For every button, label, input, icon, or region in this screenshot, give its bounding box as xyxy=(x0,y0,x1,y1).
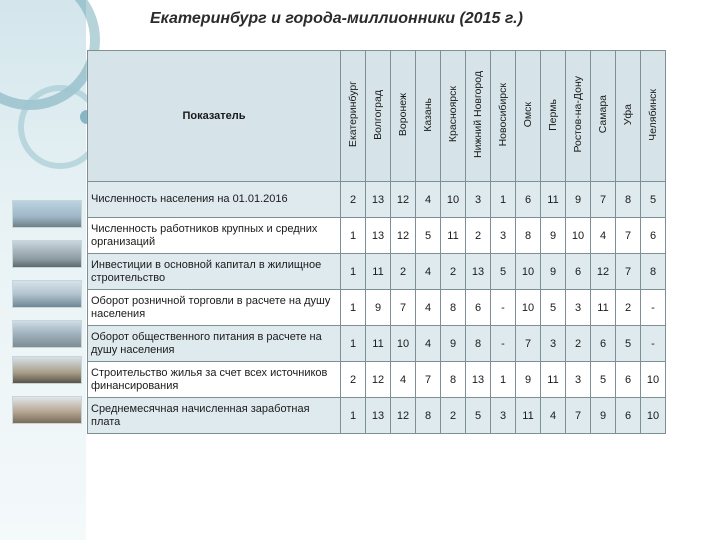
rank-cell: 12 xyxy=(366,362,391,398)
rank-cell: 4 xyxy=(591,218,616,254)
city-photo-1 xyxy=(12,200,82,228)
table-row xyxy=(88,362,666,398)
rank-cell: - xyxy=(641,326,666,362)
rank-cell: 6 xyxy=(641,218,666,254)
rank-cell: 4 xyxy=(391,362,416,398)
rank-cell: 6 xyxy=(616,398,641,434)
rank-cell: 10 xyxy=(641,362,666,398)
city-header xyxy=(516,51,541,182)
rank-cell: 5 xyxy=(616,326,641,362)
rank-cell: 4 xyxy=(541,398,566,434)
row-label: Инвестиции в основной капитал в жилищное строительство xyxy=(88,254,341,290)
rank-cell: 5 xyxy=(641,182,666,218)
rank-cell: 8 xyxy=(441,362,466,398)
rank-cell: 11 xyxy=(541,182,566,218)
rank-cell: 7 xyxy=(616,218,641,254)
rank-cell: 1 xyxy=(341,398,366,434)
rank-cell: 8 xyxy=(441,290,466,326)
city-header-label: Казань xyxy=(422,97,434,132)
rank-cell: 8 xyxy=(516,218,541,254)
rank-cell: 9 xyxy=(541,254,566,290)
rank-cell: 8 xyxy=(416,398,441,434)
city-header xyxy=(391,51,416,182)
table-row xyxy=(88,218,666,254)
city-header xyxy=(541,51,566,182)
city-photo-4 xyxy=(12,320,82,348)
rank-cell: 7 xyxy=(516,326,541,362)
rank-cell: 10 xyxy=(641,398,666,434)
rank-cell: 3 xyxy=(466,182,491,218)
table-row xyxy=(88,326,666,362)
rank-cell: - xyxy=(491,326,516,362)
rank-cell: 6 xyxy=(466,290,491,326)
rank-cell: 1 xyxy=(341,218,366,254)
city-photo-3 xyxy=(12,280,82,308)
rank-cell: 5 xyxy=(466,398,491,434)
city-header-label: Екатеринбург xyxy=(347,81,359,148)
city-header xyxy=(591,51,616,182)
rank-cell: 6 xyxy=(516,182,541,218)
city-header-label: Волгоград xyxy=(372,89,384,140)
page-title: Екатеринбург и города-миллионники (2015 г.) xyxy=(150,10,523,27)
rank-cell: 8 xyxy=(641,254,666,290)
rank-cell: 12 xyxy=(391,218,416,254)
rank-cell: 6 xyxy=(616,362,641,398)
city-header-label: Самара xyxy=(597,95,609,134)
rank-cell: 11 xyxy=(366,254,391,290)
row-label: Оборот общественного питания в расчете на душу населения xyxy=(88,326,341,362)
rank-cell: 10 xyxy=(516,290,541,326)
rank-cell: 9 xyxy=(566,182,591,218)
city-header-label: Новосибирск xyxy=(497,82,509,147)
rank-cell: 6 xyxy=(566,254,591,290)
rank-cell: 7 xyxy=(416,362,441,398)
city-header xyxy=(416,51,441,182)
rank-cell: 11 xyxy=(441,218,466,254)
city-header xyxy=(616,51,641,182)
rank-cell: 1 xyxy=(491,362,516,398)
rank-cell: 4 xyxy=(416,182,441,218)
city-header-label: Пермь xyxy=(547,98,559,131)
row-label: Строительство жилья за счет всех источников финансирования xyxy=(88,362,341,398)
city-header xyxy=(366,51,391,182)
rank-cell: 2 xyxy=(441,254,466,290)
rank-cell: 12 xyxy=(391,182,416,218)
rank-cell: 6 xyxy=(591,326,616,362)
table-row xyxy=(88,290,666,326)
city-header xyxy=(641,51,666,182)
rank-cell: 12 xyxy=(591,254,616,290)
rank-cell: 2 xyxy=(441,398,466,434)
rank-cell: 4 xyxy=(416,326,441,362)
rank-cell: 5 xyxy=(541,290,566,326)
rank-cell: 8 xyxy=(466,326,491,362)
rank-cell: 3 xyxy=(566,362,591,398)
rank-cell: 8 xyxy=(616,182,641,218)
rank-cell: 9 xyxy=(516,362,541,398)
rank-cell: 3 xyxy=(566,290,591,326)
city-header xyxy=(566,51,591,182)
rank-cell: 5 xyxy=(416,218,441,254)
city-photo-2 xyxy=(12,240,82,268)
table-body xyxy=(88,182,666,434)
rank-cell: 2 xyxy=(466,218,491,254)
rank-cell: 7 xyxy=(591,182,616,218)
indicator-header: Показатель xyxy=(88,51,341,182)
rank-cell: - xyxy=(641,290,666,326)
rank-cell: 9 xyxy=(366,290,391,326)
row-label: Численность населения на 01.01.2016 xyxy=(88,182,341,218)
rank-cell: 2 xyxy=(616,290,641,326)
rank-cell: 3 xyxy=(541,326,566,362)
rank-cell: 9 xyxy=(541,218,566,254)
rank-cell: 3 xyxy=(491,218,516,254)
rank-cell: 9 xyxy=(441,326,466,362)
rank-cell: 2 xyxy=(391,254,416,290)
city-header-label: Челябинск xyxy=(647,88,659,141)
rank-cell: 10 xyxy=(566,218,591,254)
table-row xyxy=(88,398,666,434)
rank-cell: 13 xyxy=(366,182,391,218)
city-header xyxy=(441,51,466,182)
rank-cell: 11 xyxy=(366,326,391,362)
city-header-label: Ростов-на-Дону xyxy=(572,76,584,153)
city-header-label: Нижний Новгород xyxy=(472,71,484,158)
rank-cell: 5 xyxy=(491,254,516,290)
rank-cell: 1 xyxy=(341,254,366,290)
rank-cell: 1 xyxy=(341,326,366,362)
row-label: Оборот розничной торговли в расчете на душу населения xyxy=(88,290,341,326)
rank-cell: 2 xyxy=(341,362,366,398)
rank-cell: 10 xyxy=(516,254,541,290)
rank-cell: 9 xyxy=(591,398,616,434)
table-row xyxy=(88,182,666,218)
rank-cell: 2 xyxy=(341,182,366,218)
rank-cell: 1 xyxy=(491,182,516,218)
row-label: Среднемесячная начисленная заработная плата xyxy=(88,398,341,434)
rank-cell: 7 xyxy=(566,398,591,434)
rank-cell: 3 xyxy=(491,398,516,434)
city-header xyxy=(466,51,491,182)
rank-cell: 12 xyxy=(391,398,416,434)
city-photo-6 xyxy=(12,396,82,424)
rank-cell: 11 xyxy=(541,362,566,398)
city-header-label: Красноярск xyxy=(447,86,459,143)
rank-cell: 5 xyxy=(591,362,616,398)
rank-cell: 13 xyxy=(466,254,491,290)
city-header-label: Воронеж xyxy=(397,92,409,137)
rank-cell: 13 xyxy=(466,362,491,398)
rank-cell: 7 xyxy=(391,290,416,326)
rank-cell: - xyxy=(491,290,516,326)
rank-cell: 13 xyxy=(366,218,391,254)
header-row xyxy=(88,51,666,182)
rank-cell: 4 xyxy=(416,254,441,290)
city-header xyxy=(341,51,366,182)
rank-cell: 10 xyxy=(441,182,466,218)
table-row xyxy=(88,254,666,290)
rank-cell: 13 xyxy=(366,398,391,434)
city-header-label: Уфа xyxy=(622,103,634,126)
rank-cell: 11 xyxy=(516,398,541,434)
rank-cell: 10 xyxy=(391,326,416,362)
row-label: Численность работников крупных и средних организаций xyxy=(88,218,341,254)
rank-cell: 7 xyxy=(616,254,641,290)
rank-cell: 11 xyxy=(591,290,616,326)
rank-cell: 4 xyxy=(416,290,441,326)
city-header-label: Омск xyxy=(522,101,534,128)
city-header xyxy=(491,51,516,182)
comparison-table xyxy=(87,50,666,434)
rank-cell: 2 xyxy=(566,326,591,362)
city-photo-5 xyxy=(12,356,82,384)
rank-cell: 1 xyxy=(341,290,366,326)
